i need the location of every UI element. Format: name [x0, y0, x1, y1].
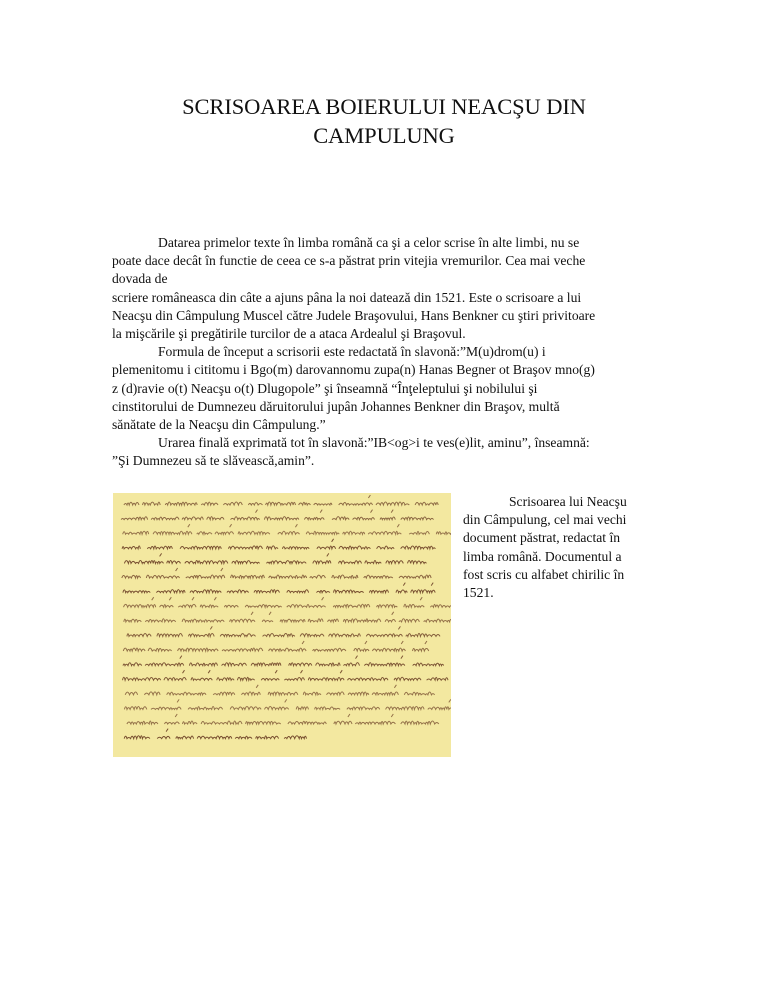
title-line-1: SCRISOAREA BOIERULUI NEACŞU DIN [182, 94, 586, 119]
body-text [112, 234, 654, 471]
body-line: z (d)ravie o(t) Neacşu o(t) Dlugopole” şi înseamnă “Înţeleptului şi nobilului şi [112, 380, 538, 396]
body-line: Urarea finală exprimată tot în slavonă:”IB<og>i te ves(e)lit, aminu”, înseamnă: [158, 435, 590, 451]
body-line: Datarea primelor texte în limba română ca şi a celor scrise în alte limbi, nu se [158, 235, 580, 250]
body-line: cinstitorului de Dumnezeu dăruitorului jupân Johannes Benkner din Braşov, multă [112, 398, 560, 414]
caption-line: Scrisoarea lui Neacşu [509, 494, 627, 509]
body-line: Neacşu din Câmpulung Muscel către Judele Braşovului, Hans Benkner cu ştiri privitoare [112, 307, 596, 323]
body-line: la mişcările şi pregătirile turcilor de a ataca Ardealul şi Braşovul. [112, 326, 466, 342]
caption-line: fost scris cu alfabet chirilic în [463, 566, 625, 582]
document-title [100, 92, 668, 150]
body-line: plemenitomu i cititomu i Bgo(m) darovannomu zupa(n) Hanas Begner ot Braşov mno(g) [112, 362, 595, 378]
handwritten-manuscript-icon [113, 493, 451, 757]
image-caption [463, 493, 653, 602]
caption-line: 1521. [463, 585, 494, 601]
body-line: ”Şi Dumnezeu să te slăvească,amin”. [112, 453, 315, 469]
body-line: scriere româneasca din câte a ajuns pâna la noi datează din 1521. Este o scrisoare a lui [112, 289, 582, 305]
body-line: dovada de [112, 271, 168, 287]
body-line: sănătate de la Neacşu din Câmpulung.” [112, 417, 326, 433]
caption-line: limba română. Documentul a [463, 548, 622, 564]
body-line: poate dace decât în functie de ceea ce s-a păstrat prin vitejia vremurilor. Cea mai veche [112, 253, 586, 269]
title-line-2: CAMPULUNG [313, 123, 455, 148]
manuscript-image [113, 493, 451, 757]
caption-line: document păstrat, redactat în [463, 530, 621, 546]
caption-line: din Câmpulung, cel mai vechi [463, 512, 627, 528]
body-line: Formula de început a scrisorii este redactată în slavonă:”M(u)drom(u) i [158, 344, 546, 360]
